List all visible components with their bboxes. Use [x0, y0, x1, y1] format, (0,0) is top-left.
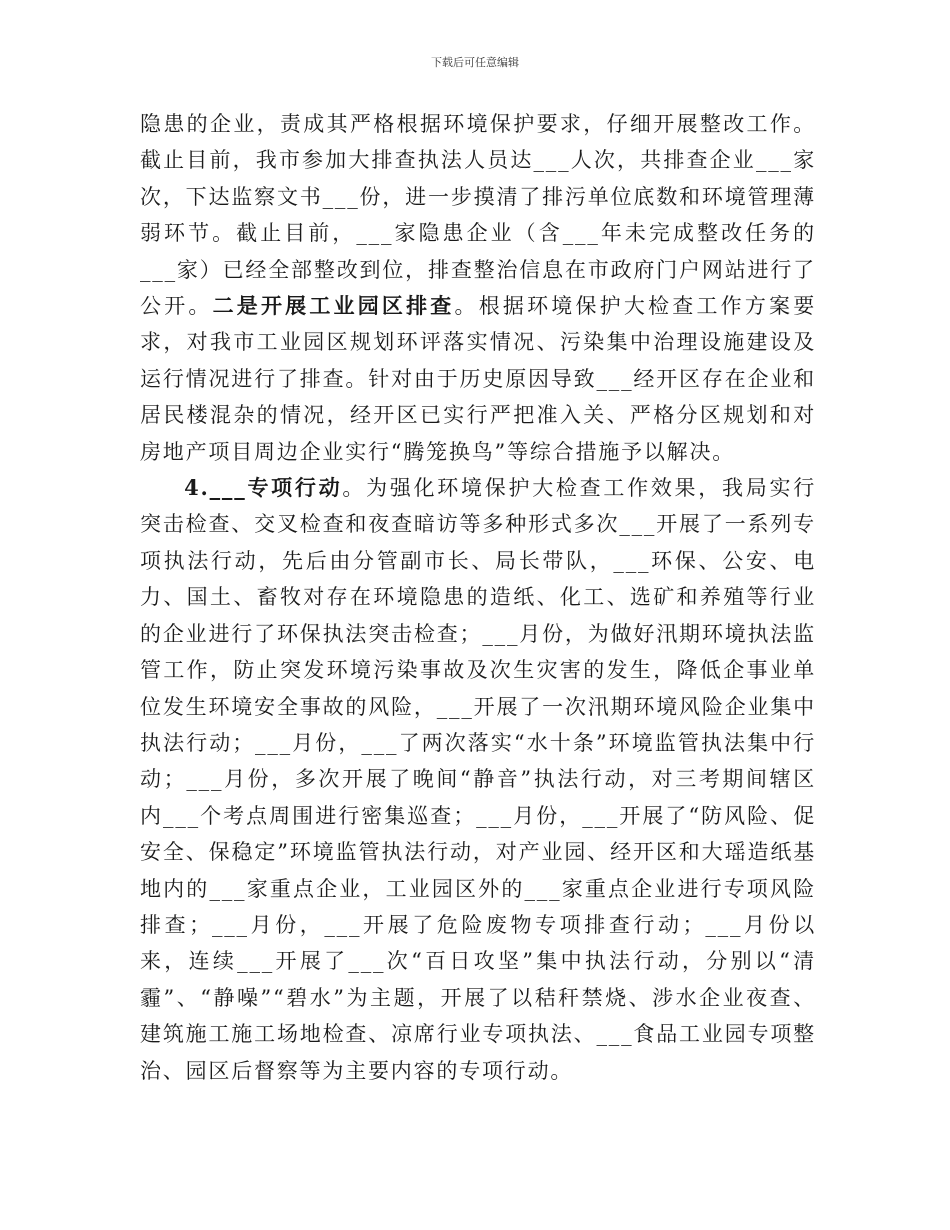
document-body [140, 106, 816, 1089]
bold-heading-industrial-park: 二是开展工业园区排查 [212, 293, 455, 319]
paragraph-special-actions [140, 470, 816, 1089]
section-heading: 专项行动 [246, 475, 343, 501]
section-blank: ___ [209, 475, 247, 501]
paragraph-text: 。根据环境保护大检查工作方案要求，对我市工业园区规划环评落实情况、污染集中治理设施建设及运行情况进行了排查。针对由于历史原因导致___经开区存在企业和居民楼混杂的情况，经开区已实行严把准入关、严格分区规划和对房地产项目周边企业实行“腾笼换鸟”等综合措施予以解决。 [140, 294, 817, 464]
paragraph-text: 隐患的企业，责成其严格根据环境保护要求，仔细开展整改工作。截止目前，我市参加大排查执法人员达___人次，共排查企业___家次，下达监察文书___份，进一步摸清了排污单位底数和环境管理薄弱环节。截止目前，___家隐患企业（含___年未完成整改任务的___家）已经全部整改到位，排查整治信息在市政府门户网站进行了公开。 [140, 112, 816, 319]
section-number: 4. [184, 475, 210, 501]
paragraph-continuation [140, 106, 816, 470]
page-header: 下载后可任意编辑 [431, 56, 519, 69]
paragraph-text: 。为强化环境保护大检查工作效果，我局实行突击检查、交叉检查和夜查暗访等多种形式多次___开展了一系列专项执法行动，先后由分管副市长、局长带队，___环保、公安、电力、国土、畜牧对存在环境隐患的造纸、化工、选矿和养殖等行业的企业进行了环保执法突击检查；___月份，为做好汛期环境执法监管工作，防止突发环境污染事故及次生灾害的发生，降低企事业单位发生环境安全事故的风险，___开展了一次汛期环境风险企业集中执法行动；___月份，___了两次落实“水十条”环境监管执法集中行动；___月份，多次开展了晚间“静音”执法行动，对三考期间辖区内___个考点周围进行密集巡查；___月份，___开展了“防风险、促安全、保稳定”环境监管执法行动，对产业园、经开区和大瑶造纸基地内的___家重点企业，工业园区外的___家重点企业进行专项风险排查；___月份，___开展了危险废物专项排查行动；___月份以来，连续___开展了___次“百日攻坚”集中执法行动，分别以“清霾”、“静噪”“碧水”为主题，开展了以秸秆禁烧、涉水企业夜查、建筑施工施工场地检查、凉席行业专项执法、___食品工业园专项整治、园区后督察等为主要内容的专项行动。 [140, 476, 816, 1083]
